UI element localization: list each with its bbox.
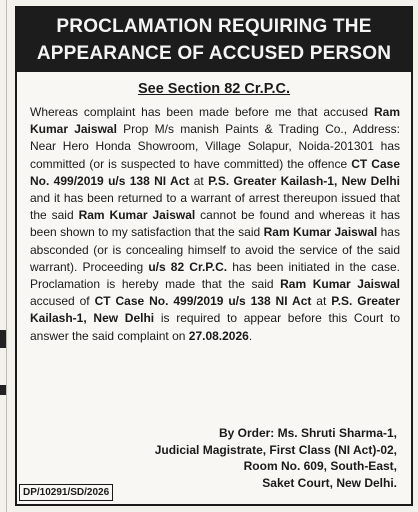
reference-code: DP/10291/SD/2026 (19, 484, 113, 501)
body-text-segment: has been initiated in the case. Proclamation is hereby made that the said (30, 259, 400, 292)
headline-line-1: PROCLAMATION REQUIRING THE (56, 16, 372, 37)
body-text-segment: accused of (30, 294, 95, 309)
proclamation-notice (15, 6, 413, 506)
signature-line: Judicial Magistrate, First Class (NI Act)-02, (154, 442, 397, 457)
proceeding-section: u/s 82 Cr.P.C. (148, 259, 228, 274)
proclamation-body (30, 104, 400, 345)
body-text-segment: at (189, 173, 209, 188)
body-text-segment: cannot be found and whereas it has been shown to my satisfaction that the said (30, 208, 400, 240)
body-text-segment: has absconded (or is concealing himself to avoid the service of the said warrant). Proceeding (30, 225, 400, 274)
signature-line: Room No. 609, South-East, (243, 459, 397, 473)
body-text-segment: and it has been returned to a warrant of arrest thereupon issued that the said (30, 191, 400, 223)
headline-line-2: APPEARANCE OF ACCUSED PERSON (36, 43, 392, 64)
body-text-segment: . (248, 328, 253, 343)
offence-reference: CT Case No. 499/2019 u/s 138 NI Act (94, 294, 312, 309)
accused-name: Ram Kumar Jaiswal (78, 208, 196, 223)
police-station: P.S. Greater Kailash-1, New Delhi (30, 294, 400, 326)
appearance-date: 27.08.2026 (188, 328, 249, 343)
body-text-segment: Whereas complaint has been made before me that accused (30, 105, 374, 119)
signature-line: Saket Court, New Delhi. (262, 475, 397, 490)
body-text-segment: is required to appear before this Court to answer the said complaint on (30, 311, 400, 343)
offence-reference: CT Case No. 499/2019 u/s 138 NI Act (30, 156, 400, 188)
accused-name: Ram Kumar Jaiswal (30, 105, 400, 137)
notice-headline (17, 8, 411, 72)
accused-name: Ram Kumar Jaiswal (263, 225, 378, 240)
body-text-segment: at (311, 294, 332, 309)
adjacent-column-edge (0, 0, 7, 512)
section-reference: See Section 82 Cr.P.C. (137, 81, 291, 97)
signature-block (155, 425, 397, 491)
police-station: P.S. Greater Kailash-1, New Delhi (208, 173, 400, 188)
signature-line: By Order: Ms. Shruti Sharma-1, (218, 426, 397, 440)
accused-name: Ram Kumar Jaiswal (280, 277, 400, 292)
body-text-segment: Prop M/s manish Paints & Trading Co., Address: Near Hero Honda Showroom, Village Solapur, Noida-201301 has committed (or is suspected to have committed) the offence (30, 122, 400, 171)
adjacent-column-mark (0, 385, 6, 395)
adjacent-column-mark (0, 330, 6, 348)
